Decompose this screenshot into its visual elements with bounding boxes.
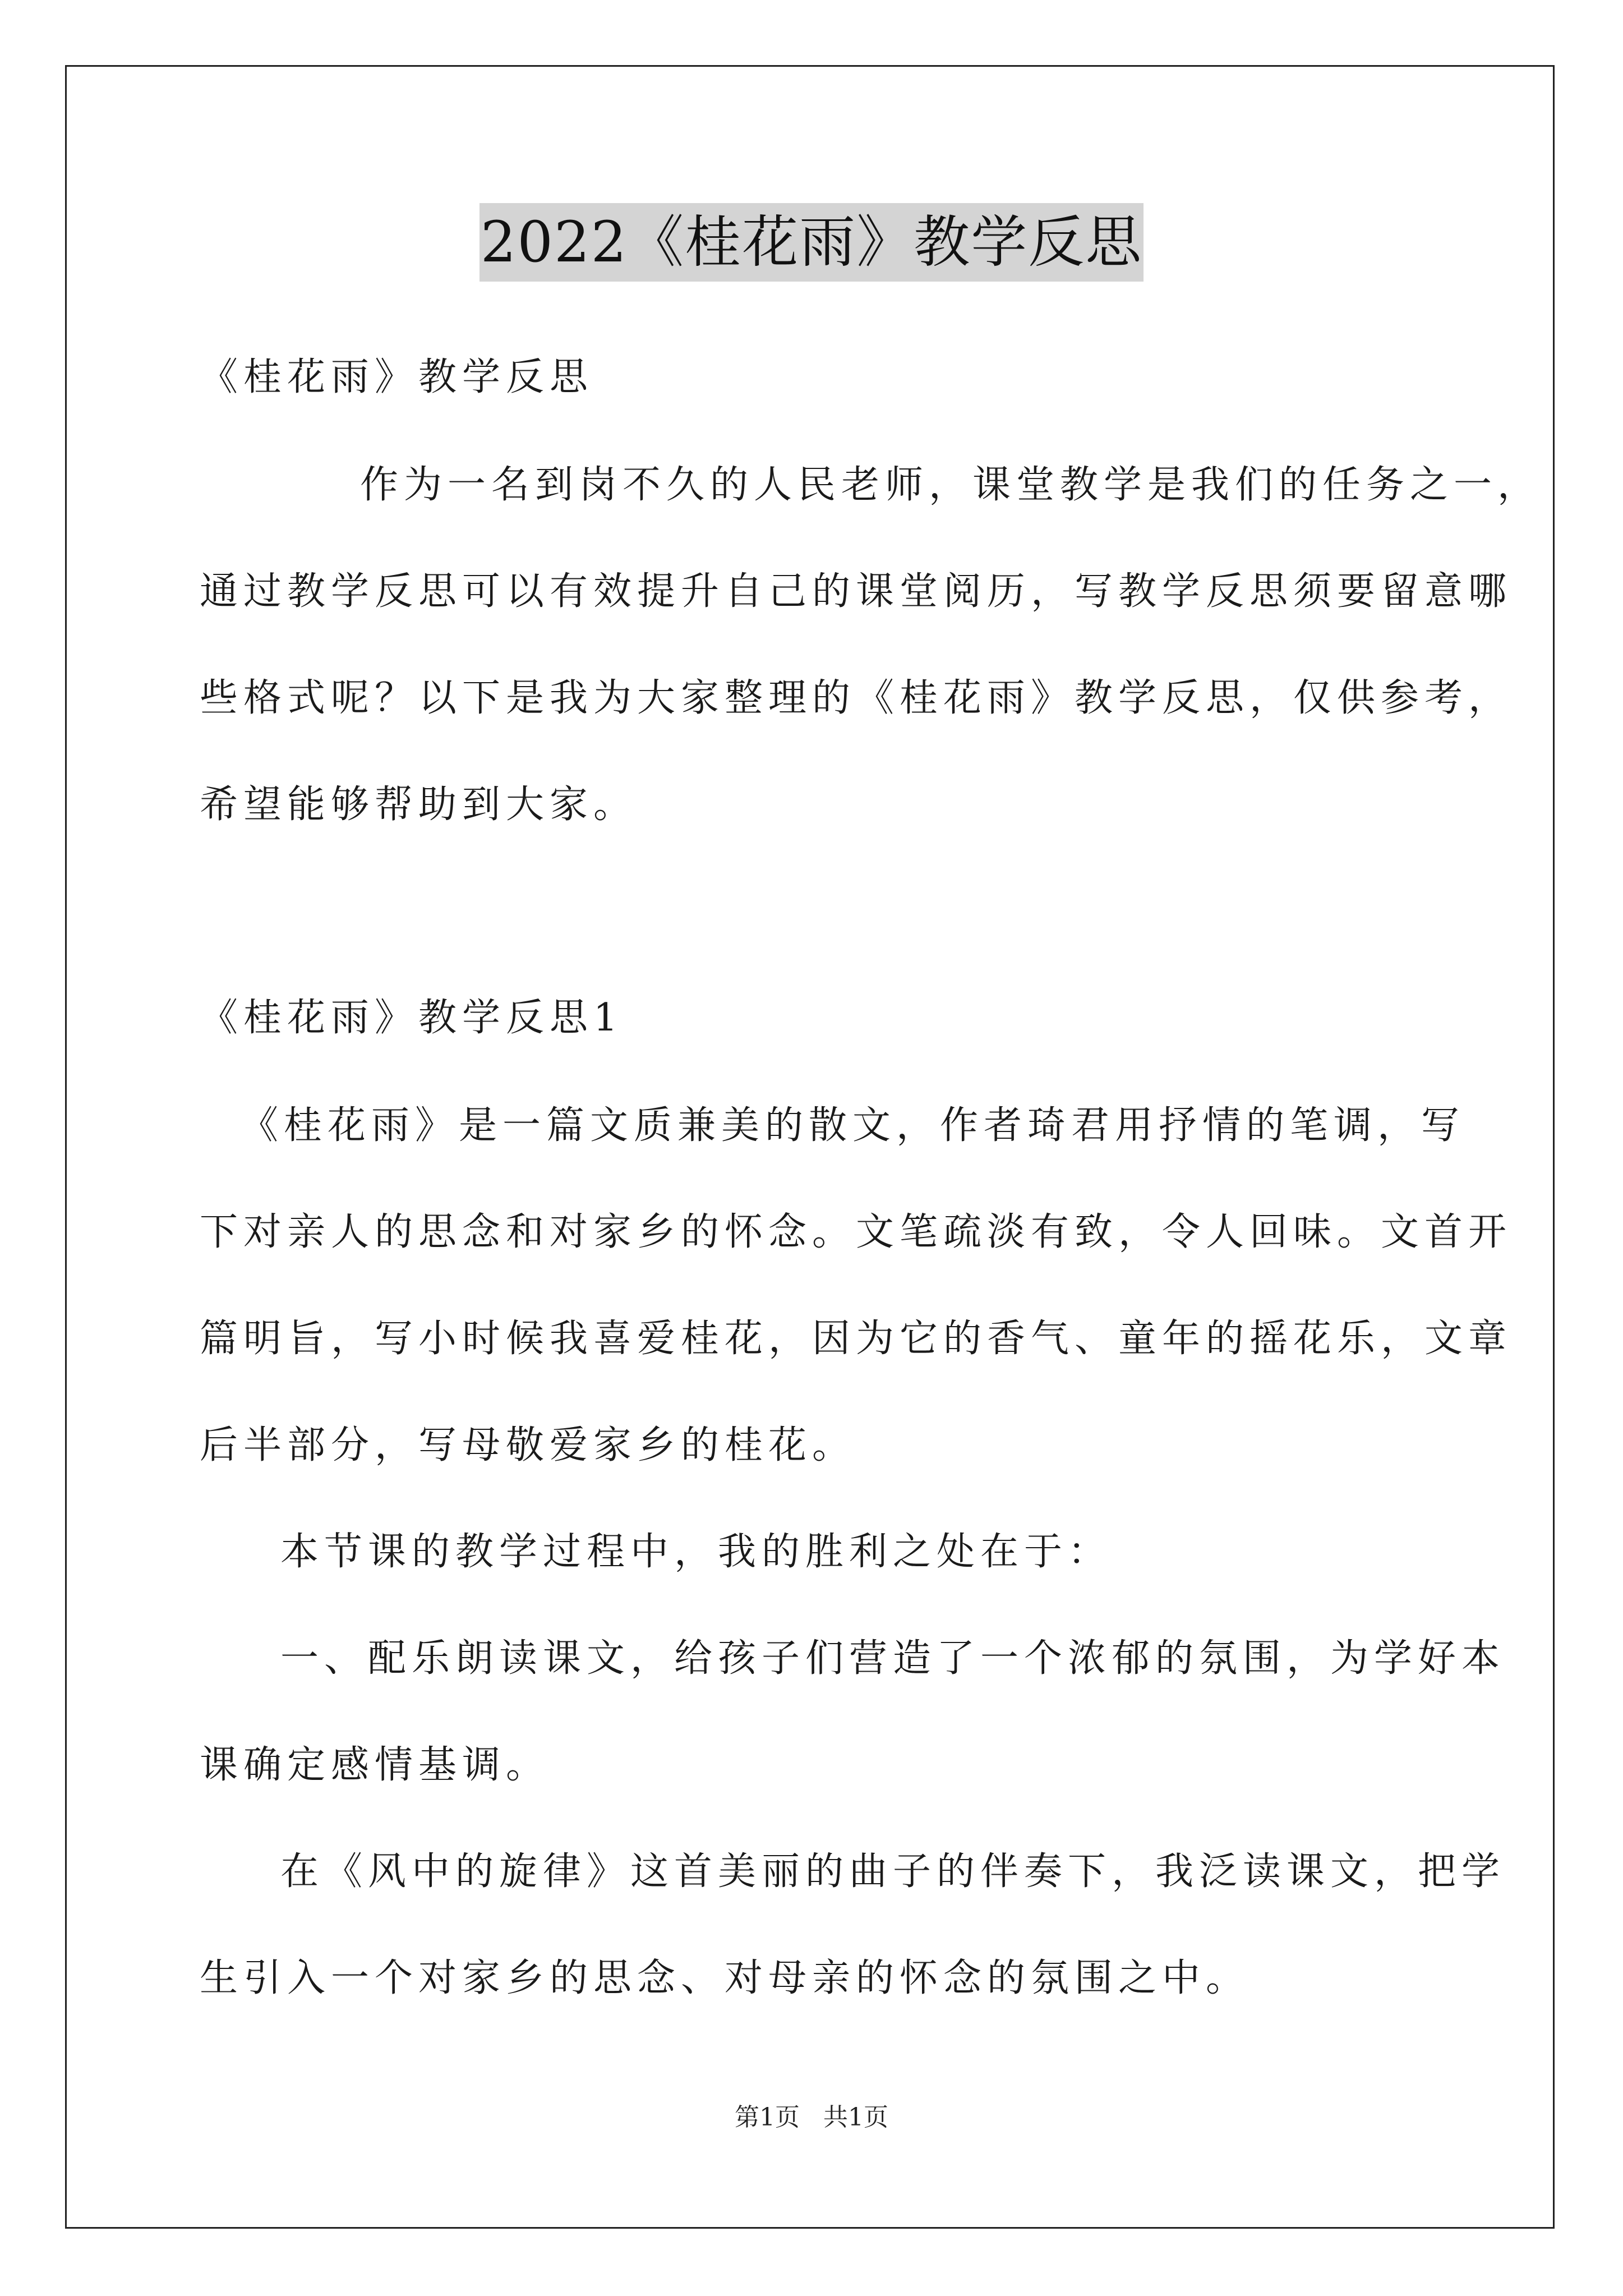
title-wrapper [0, 203, 1623, 282]
page-footer: 第1页 共1页 [735, 2103, 888, 2132]
intro-line-4: 希望能够帮助到大家。 [200, 783, 638, 827]
intro-line-3: 些格式呢？以下是我为大家整理的《桂花雨》教学反思，仅供参考， [200, 676, 1513, 720]
section-heading: 《桂花雨》教学反思1 [200, 996, 624, 1040]
body-line-6: 一、配乐朗读课文，给孩子们营造了一个浓郁的氛围，为学好本 [280, 1636, 1506, 1681]
body-line-9: 生引入一个对家乡的思念、对母亲的怀念的氛围之中。 [200, 1956, 1250, 2000]
body-line-8: 在《风中的旋律》这首美丽的曲子的伴奏下，我泛读课文，把学 [280, 1849, 1506, 1894]
document-subtitle: 《桂花雨》教学反思 [200, 355, 594, 399]
body-line-4: 后半部分，写母敬爱家乡的桂花。 [200, 1423, 856, 1467]
document-title: 2022《桂花雨》教学反思 [479, 203, 1144, 282]
body-line-2: 下对亲人的思念和对家乡的怀念。文笔疏淡有致，令人回味。文首开 [200, 1210, 1513, 1254]
body-line-3: 篇明旨，写小时候我喜爱桂花，因为它的香气、童年的摇花乐，文章 [200, 1317, 1513, 1361]
intro-line-2: 通过教学反思可以有效提升自己的课堂阅历，写教学反思须要留意哪 [200, 569, 1513, 614]
body-line-1: 《桂花雨》是一篇文质兼美的散文，作者琦君用抒情的笔调，写 [240, 1103, 1465, 1148]
intro-line-1: 作为一名到岗不久的人民老师，课堂教学是我们的任务之一， [360, 463, 1542, 507]
body-line-7: 课确定感情基调。 [200, 1743, 550, 1787]
body-line-5: 本节课的教学过程中，我的胜利之处在于： [280, 1530, 1112, 1574]
